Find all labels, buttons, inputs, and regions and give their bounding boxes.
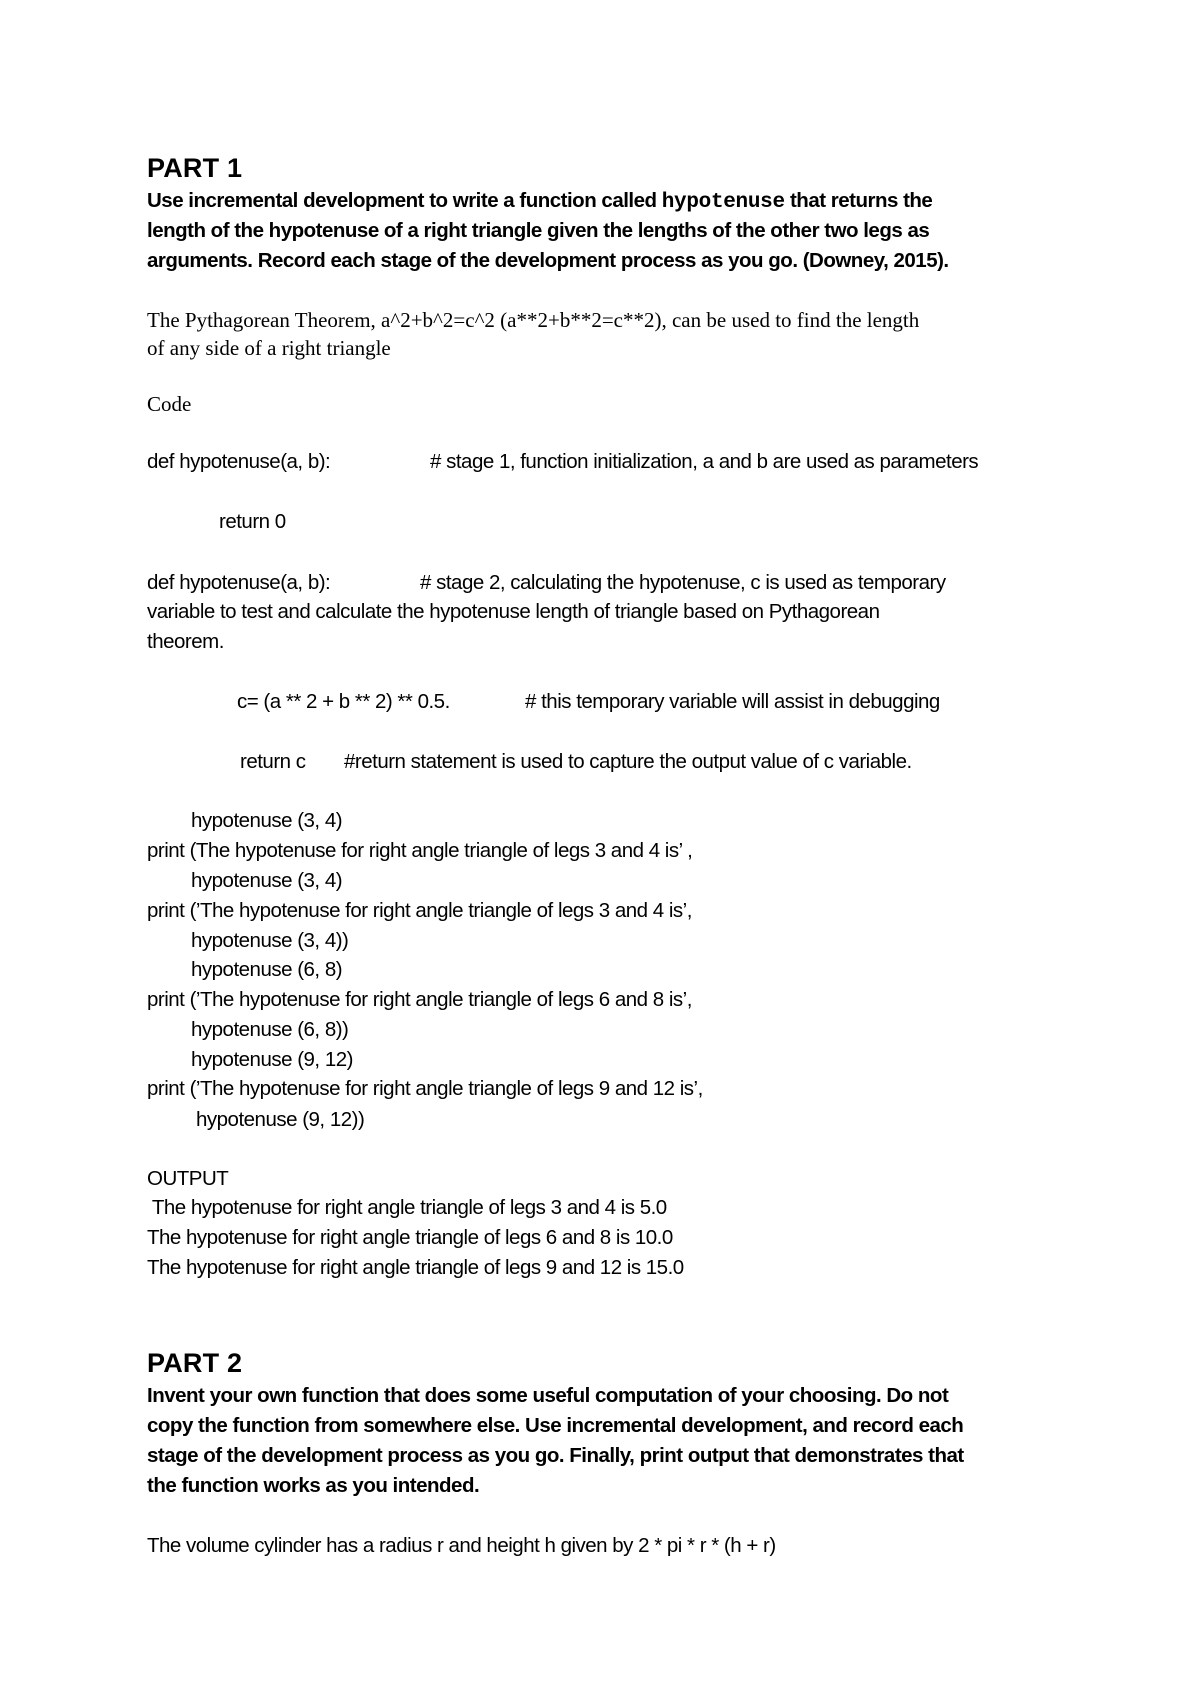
stage2-comment-line3: theorem. (147, 630, 224, 653)
stage2-return: return c (240, 750, 306, 773)
theorem-line1: The Pythagorean Theorem, a^2+b^2=c^2 (a**2+b**2=c**2), can be used to find the length (147, 308, 920, 332)
part1-heading: PART 1 (147, 153, 243, 183)
part2-instructions-line: the function works as you intended. (147, 1474, 480, 1497)
code-label: Code (147, 392, 192, 416)
stage2-return-comment: #return statement is used to capture the output value of c variable. (344, 750, 912, 773)
part2-instructions-line: stage of the development process as you go. Finally, print output that demonstrates that (147, 1444, 964, 1467)
theorem-line2: of any side of a right triangle (147, 336, 391, 360)
output-line: The hypotenuse for right angle triangle of legs 6 and 8 is 10.0 (147, 1226, 673, 1249)
call-line: print (The hypotenuse for right angle triangle of legs 3 and 4 is’ , (147, 839, 693, 862)
call-line: print (’The hypotenuse for right angle triangle of legs 3 and 4 is’, (147, 899, 692, 922)
call-line: hypotenuse (9, 12)) (196, 1108, 365, 1131)
call-line: print (’The hypotenuse for right angle triangle of legs 9 and 12 is’, (147, 1077, 703, 1100)
call-line: hypotenuse (6, 8)) (191, 1018, 349, 1041)
stage2-comment: # stage 2, calculating the hypotenuse, c is used as temporary (420, 571, 946, 594)
stage1-def: def hypotenuse(a, b): (147, 450, 331, 473)
stage1-comment: # stage 1, function initialization, a and b are used as parameters (430, 450, 979, 473)
function-name-code: hypotenuse (661, 191, 785, 214)
stage1-return: return 0 (219, 510, 286, 533)
call-line: hypotenuse (3, 4) (191, 869, 343, 892)
part2-instructions-line: Invent your own function that does some useful computation of your choosing. Do not (147, 1384, 949, 1407)
part1-instructions-line2: length of the hypotenuse of a right triangle given the lengths of the other two legs as (147, 219, 930, 242)
call-line: hypotenuse (3, 4) (191, 809, 343, 832)
output-line: The hypotenuse for right angle triangle of legs 9 and 12 is 15.0 (147, 1256, 684, 1279)
part2-description: The volume cylinder has a radius r and height h given by 2 * pi * r * (h + r) (147, 1534, 776, 1557)
stage2-def: def hypotenuse(a, b): (147, 571, 331, 594)
output-line: The hypotenuse for right angle triangle of legs 3 and 4 is 5.0 (147, 1196, 667, 1219)
part2-heading: PART 2 (147, 1348, 243, 1378)
call-line: hypotenuse (6, 8) (191, 958, 343, 981)
part2-instructions-line: copy the function from somewhere else. Use incremental development, and record each (147, 1414, 964, 1437)
part1-instructions-line1 (147, 191, 932, 213)
call-line: hypotenuse (9, 12) (191, 1048, 353, 1071)
part1-instructions-line1-end: that returns the (784, 189, 933, 212)
stage2-calc-comment: # this temporary variable will assist in debugging (525, 690, 940, 713)
output-label: OUTPUT (147, 1167, 229, 1190)
stage2-calc: c= (a ** 2 + b ** 2) ** 0.5. (237, 690, 450, 713)
call-line: print (’The hypotenuse for right angle triangle of legs 6 and 8 is’, (147, 988, 692, 1011)
part1-instructions-line3: arguments. Record each stage of the development process as you go. (Downey, 2015). (147, 249, 949, 272)
call-line: hypotenuse (3, 4)) (191, 929, 349, 952)
stage2-comment-line2: variable to test and calculate the hypotenuse length of triangle based on Pythagorean (147, 600, 880, 623)
part1-instructions-line1-start: Use incremental development to write a function called (147, 189, 662, 212)
